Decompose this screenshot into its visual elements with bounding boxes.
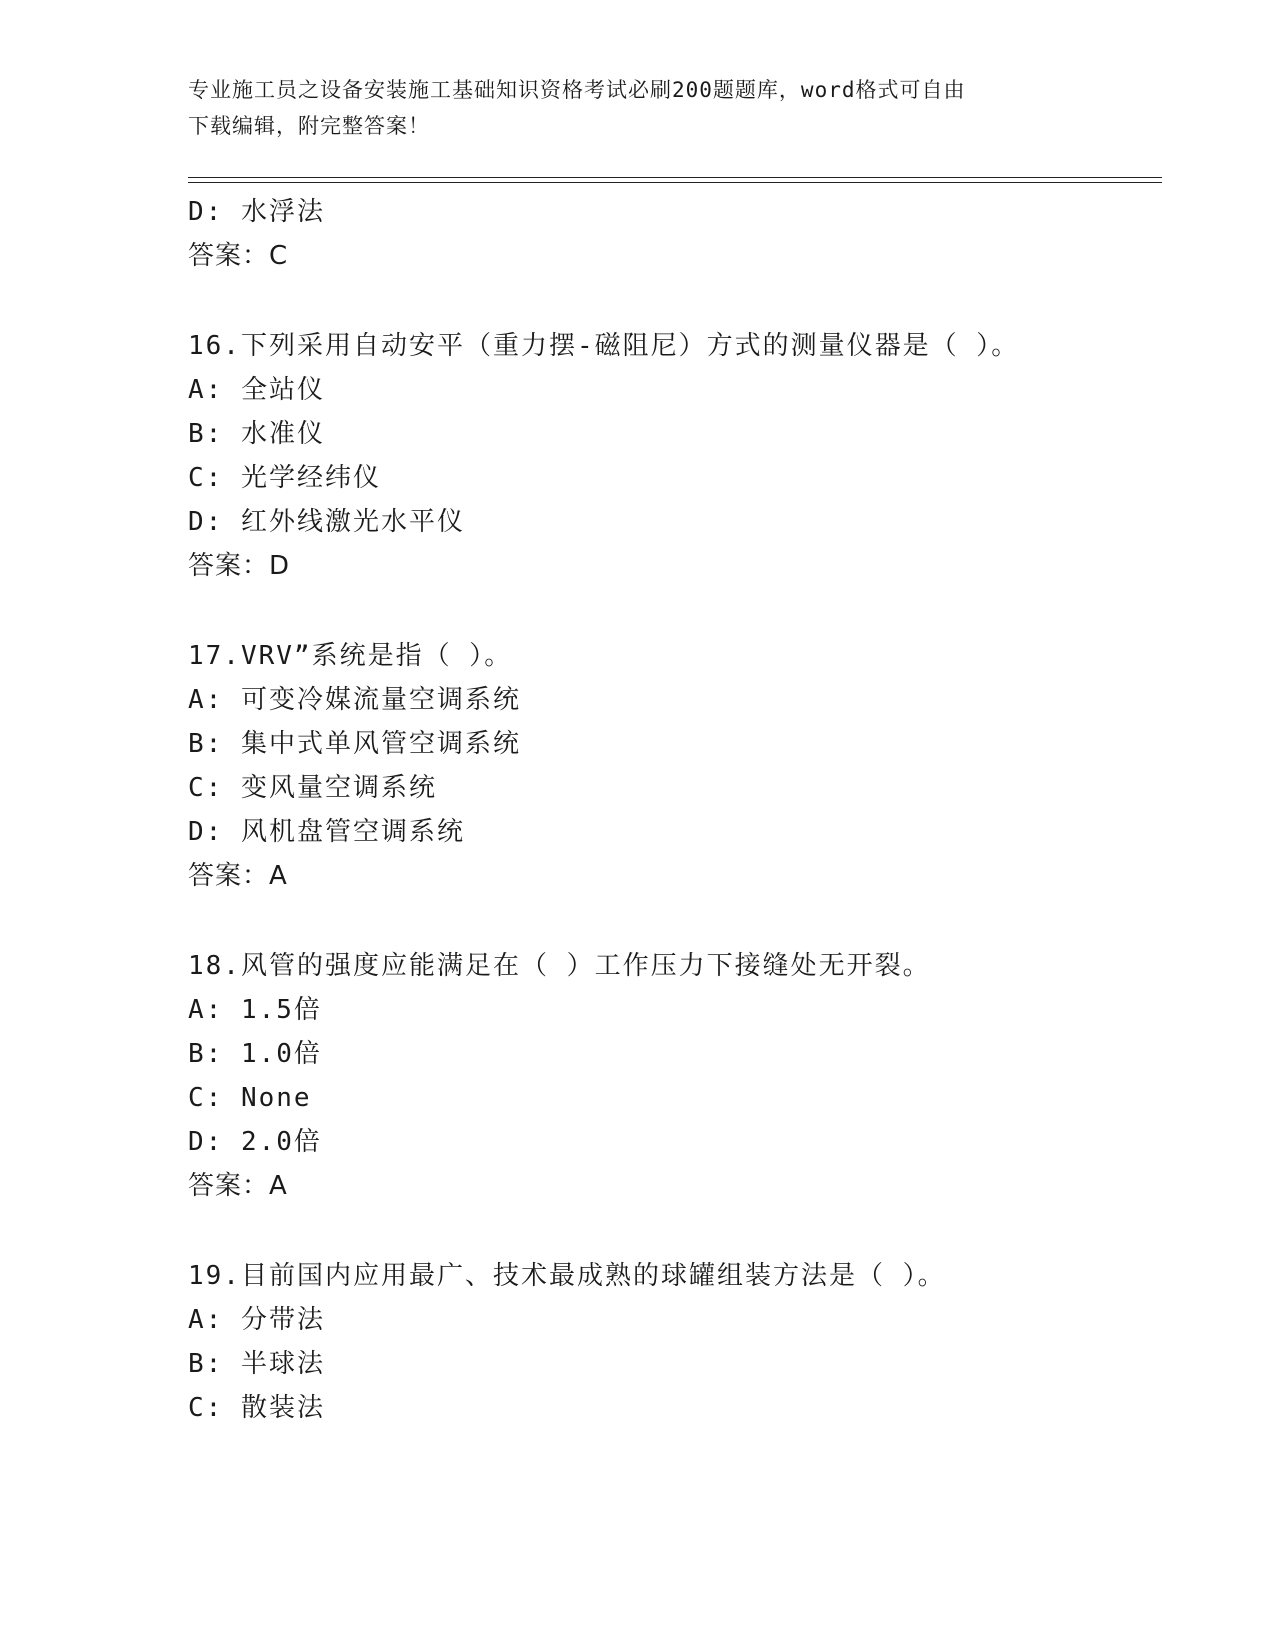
q19-option-b: B: 半球法	[188, 1349, 325, 1379]
header-divider-top	[188, 177, 1162, 178]
q16-option-a: A: 全站仪	[188, 375, 325, 405]
prev-option-d: D: 水浮法	[188, 197, 325, 227]
q16-answer: 答案：D	[188, 551, 291, 581]
question-17: 17.VRV”系统是指（ ）。	[188, 641, 513, 671]
q17-answer: 答案：A	[188, 861, 288, 891]
q16-option-c: C: 光学经纬仪	[188, 463, 381, 493]
header-title-line-2: 下载编辑，附完整答案！	[188, 114, 430, 138]
q17-option-b: B: 集中式单风管空调系统	[188, 729, 521, 759]
q19-option-a: A: 分带法	[188, 1305, 325, 1335]
q17-option-a: A: 可变冷媒流量空调系统	[188, 685, 521, 715]
header-title-line-1: 专业施工员之设备安装施工基础知识资格考试必刷200题题库，word格式可自由	[188, 78, 966, 102]
header-divider-bottom	[188, 182, 1162, 183]
q18-option-d: D: 2.0倍	[188, 1127, 322, 1157]
q18-answer: 答案：A	[188, 1171, 288, 1201]
question-19: 19.目前国内应用最广、技术最成熟的球罐组装方法是（ ）。	[188, 1261, 946, 1291]
prev-answer: 答案：C	[188, 241, 289, 271]
q16-option-d: D: 红外线激光水平仪	[188, 507, 465, 537]
document-header	[188, 72, 1088, 144]
question-16: 16.下列采用自动安平（重力摆-磁阻尼）方式的测量仪器是（ ）。	[188, 331, 1020, 361]
q18-option-c: C: None	[188, 1083, 312, 1113]
question-18: 18.风管的强度应能满足在（ ）工作压力下接缝处无开裂。	[188, 951, 931, 981]
q16-option-b: B: 水准仪	[188, 419, 325, 449]
q17-option-c: C: 变风量空调系统	[188, 773, 437, 803]
q19-option-c: C: 散装法	[188, 1393, 325, 1423]
q18-option-b: B: 1.0倍	[188, 1039, 322, 1069]
q17-option-d: D: 风机盘管空调系统	[188, 817, 465, 847]
q18-option-a: A: 1.5倍	[188, 995, 322, 1025]
